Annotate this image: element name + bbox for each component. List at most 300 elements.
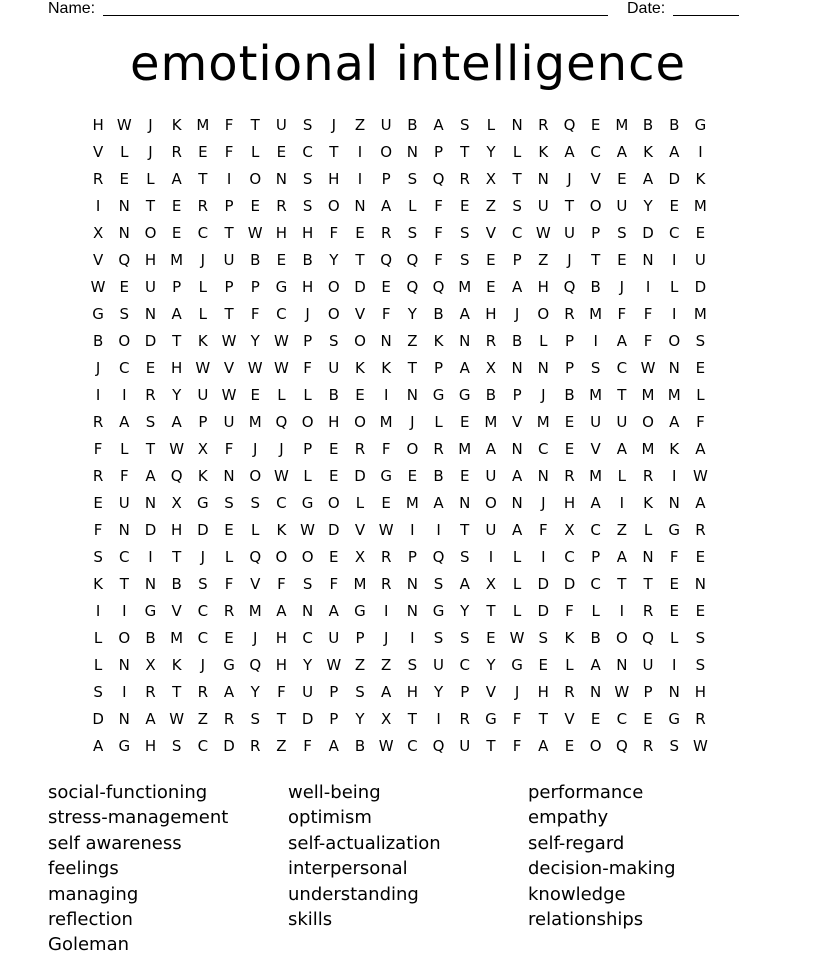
- grid-cell: U: [380, 116, 392, 134]
- grid-cell: J: [253, 440, 258, 458]
- grid-cell: N: [118, 656, 130, 674]
- grid-cell: U: [616, 197, 628, 215]
- grid-cell: J: [541, 386, 546, 404]
- grid-cell: F: [224, 575, 234, 593]
- grid-cell: I: [95, 602, 101, 620]
- grid-cell: A: [616, 143, 627, 161]
- grid-cell: D: [668, 170, 680, 188]
- grid-cell: J: [148, 116, 153, 134]
- grid-cell: A: [381, 197, 392, 215]
- grid-cell: O: [642, 413, 654, 431]
- grid-cell: W: [169, 710, 185, 728]
- grid-cell: M: [589, 467, 603, 485]
- grid-cell: R: [171, 143, 182, 161]
- grid-cell: U: [328, 629, 340, 647]
- grid-cell: T: [145, 440, 156, 458]
- grid-cell: O: [380, 143, 393, 161]
- grid-cell: U: [563, 224, 575, 242]
- grid-cell: K: [381, 359, 392, 377]
- grid-cell: J: [567, 251, 572, 269]
- grid-cell: L: [224, 548, 234, 566]
- grid-cell: R: [92, 170, 104, 188]
- word-list-item: stress-management: [48, 807, 229, 829]
- grid-cell: E: [145, 359, 156, 377]
- letter-grid: [85, 112, 737, 760]
- grid-cell: U: [223, 413, 235, 431]
- grid-cell: E: [538, 656, 549, 674]
- grid-cell: E: [564, 737, 575, 755]
- grid-row: [85, 733, 737, 760]
- grid-cell: I: [410, 629, 415, 647]
- grid-cell: M: [196, 116, 210, 134]
- grid-cell: T: [591, 251, 601, 269]
- date-field[interactable]: [673, 15, 739, 16]
- name-field[interactable]: [103, 15, 608, 16]
- grid-cell: Y: [460, 602, 470, 620]
- word-list-item: skills: [288, 909, 333, 930]
- grid-cell: T: [172, 683, 182, 701]
- grid-cell: F: [277, 575, 286, 593]
- grid-cell: Q: [432, 737, 445, 755]
- page-title: emotional intelligence: [129, 36, 687, 92]
- grid-cell: I: [122, 386, 127, 404]
- grid-cell: P: [303, 440, 313, 458]
- grid-row: [85, 193, 737, 220]
- grid-cell: E: [643, 710, 653, 728]
- grid-cell: A: [145, 710, 156, 728]
- grid-row: [85, 139, 737, 166]
- grid-cell: L: [512, 575, 522, 593]
- grid-cell: L: [277, 386, 286, 404]
- grid-cell: O: [301, 413, 314, 431]
- date-label: Date:: [627, 0, 666, 17]
- grid-cell: Z: [538, 251, 549, 269]
- grid-cell: T: [224, 224, 234, 242]
- grid-cell: N: [511, 116, 523, 134]
- grid-cell: T: [617, 386, 627, 404]
- grid-cell: N: [406, 143, 418, 161]
- grid-cell: H: [563, 494, 576, 512]
- grid-cell: W: [90, 278, 106, 296]
- grid-cell: A: [590, 656, 601, 674]
- grid-cell: B: [302, 251, 313, 269]
- grid-cell: H: [328, 170, 340, 188]
- grid-cell: L: [512, 602, 522, 620]
- grid-cell: U: [275, 116, 287, 134]
- grid-cell: U: [223, 251, 235, 269]
- grid-cell: N: [668, 359, 680, 377]
- grid-cell: E: [695, 359, 706, 377]
- grid-cell: R: [250, 737, 261, 755]
- grid-cell: B: [642, 116, 654, 134]
- grid-cell: H: [537, 683, 549, 701]
- grid-cell: F: [277, 683, 286, 701]
- word-list-item: social-functioning: [48, 782, 208, 803]
- grid-cell: E: [329, 440, 339, 458]
- grid-cell: E: [355, 386, 365, 404]
- grid-cell: I: [122, 683, 127, 701]
- grid-cell: G: [301, 494, 314, 512]
- grid-cell: E: [250, 386, 260, 404]
- grid-cell: D: [354, 278, 366, 296]
- grid-cell: E: [93, 494, 103, 512]
- grid-cell: E: [224, 521, 234, 539]
- grid-cell: N: [118, 224, 130, 242]
- grid-cell: H: [406, 683, 418, 701]
- grid-cell: S: [695, 656, 706, 674]
- grid-cell: F: [617, 305, 627, 323]
- grid-cell: F: [434, 224, 443, 242]
- grid-cell: A: [511, 521, 523, 539]
- grid-cell: G: [458, 386, 471, 404]
- grid-cell: F: [329, 575, 339, 593]
- grid-cell: Z: [276, 737, 287, 755]
- grid-cell: H: [275, 656, 288, 674]
- grid-cell: S: [302, 116, 313, 134]
- grid-cell: N: [537, 170, 549, 188]
- grid-cell: B: [433, 305, 444, 323]
- grid-cell: V: [223, 359, 235, 377]
- grid-cell: Y: [172, 386, 182, 404]
- grid-cell: R: [642, 467, 654, 485]
- grid-cell: I: [593, 332, 598, 350]
- grid-cell: R: [145, 386, 156, 404]
- grid-cell: G: [118, 737, 131, 755]
- grid-cell: T: [250, 116, 260, 134]
- grid-cell: J: [541, 494, 546, 512]
- grid-cell: I: [645, 278, 651, 296]
- grid-cell: O: [537, 305, 550, 323]
- grid-cell: M: [589, 386, 603, 404]
- grid-cell: N: [511, 359, 523, 377]
- grid-cell: O: [327, 197, 340, 215]
- grid-cell: F: [434, 197, 443, 215]
- grid-cell: F: [643, 305, 653, 323]
- grid-cell: E: [459, 413, 470, 431]
- grid-cell: O: [354, 332, 366, 350]
- grid-cell: S: [590, 359, 601, 377]
- grid-cell: E: [250, 197, 260, 215]
- grid-cell: C: [197, 737, 209, 755]
- grid-cell: N: [380, 332, 392, 350]
- grid-cell: O: [301, 548, 314, 566]
- grid-cell: R: [145, 683, 156, 701]
- grid-cell: S: [198, 575, 208, 593]
- grid-cell: C: [119, 359, 130, 377]
- grid-cell: L: [512, 143, 522, 161]
- word-list-item: managing: [48, 883, 139, 905]
- grid-cell: R: [380, 575, 392, 593]
- grid-cell: A: [119, 413, 130, 431]
- grid-cell: L: [670, 278, 679, 296]
- grid-cell: S: [250, 494, 260, 512]
- grid-cell: R: [459, 710, 470, 728]
- grid-cell: N: [694, 575, 707, 593]
- grid-cell: N: [642, 548, 654, 566]
- grid-cell: B: [92, 332, 104, 350]
- grid-cell: N: [118, 710, 130, 728]
- grid-cell: S: [433, 575, 444, 593]
- grid-cell: U: [590, 413, 602, 431]
- grid-cell: C: [197, 224, 209, 242]
- grid-cell: M: [589, 305, 603, 323]
- grid-cell: N: [616, 656, 628, 674]
- grid-cell: W: [195, 359, 211, 377]
- grid-cell: O: [327, 278, 340, 296]
- grid-cell: B: [354, 737, 366, 755]
- grid-cell: S: [617, 224, 627, 242]
- grid-cell: B: [511, 332, 523, 350]
- grid-cell: V: [485, 224, 497, 242]
- grid-cell: T: [512, 170, 522, 188]
- grid-cell: P: [381, 170, 391, 188]
- grid-cell: W: [326, 656, 342, 674]
- grid-cell: C: [616, 710, 628, 728]
- grid-cell: L: [198, 278, 208, 296]
- grid-cell: N: [406, 386, 418, 404]
- grid-cell: M: [405, 494, 419, 512]
- grid-cell: K: [93, 575, 104, 593]
- grid-cell: F: [565, 602, 574, 620]
- grid-cell: I: [122, 602, 127, 620]
- grid-cell: T: [564, 197, 575, 215]
- grid-cell: J: [514, 305, 520, 323]
- grid-row: [85, 679, 737, 706]
- grid-cell: E: [329, 548, 339, 566]
- grid-cell: G: [485, 710, 497, 728]
- grid-cell: Y: [486, 143, 496, 161]
- grid-cell: E: [617, 251, 627, 269]
- grid-cell: E: [381, 278, 391, 296]
- grid-cell: N: [459, 494, 471, 512]
- grid-cell: Q: [563, 278, 576, 296]
- grid-cell: O: [249, 170, 262, 188]
- grid-cell: U: [433, 656, 445, 674]
- grid-cell: C: [276, 305, 287, 323]
- grid-cell: O: [144, 224, 157, 242]
- grid-cell: I: [619, 602, 625, 620]
- grid-cell: P: [512, 251, 522, 269]
- grid-cell: I: [541, 548, 546, 566]
- grid-cell: N: [144, 575, 157, 593]
- grid-cell: O: [615, 629, 628, 647]
- grid-cell: B: [669, 116, 680, 134]
- grid-cell: E: [617, 170, 627, 188]
- grid-cell: G: [668, 521, 681, 539]
- grid-cell: W: [378, 737, 394, 755]
- word-list-item: understanding: [288, 883, 419, 905]
- grid-cell: W: [692, 467, 708, 485]
- grid-cell: Y: [355, 710, 365, 728]
- grid-cell: M: [536, 413, 550, 431]
- grid-cell: T: [486, 737, 496, 755]
- grid-cell: W: [247, 359, 263, 377]
- grid-row: [85, 274, 737, 301]
- grid-cell: R: [92, 467, 104, 485]
- grid-cell: Z: [485, 197, 497, 215]
- grid-cell: F: [303, 737, 312, 755]
- grid-cell: Z: [616, 521, 627, 539]
- grid-cell: H: [171, 521, 183, 539]
- grid-cell: O: [118, 332, 131, 350]
- grid-cell: K: [171, 656, 182, 674]
- grid-cell: V: [92, 143, 104, 161]
- grid-cell: L: [303, 386, 312, 404]
- grid-row: [85, 328, 737, 355]
- grid-cell: E: [171, 224, 182, 242]
- grid-cell: Q: [406, 251, 419, 269]
- grid-cell: T: [172, 332, 182, 350]
- grid-cell: Q: [432, 278, 445, 296]
- grid-cell: G: [92, 305, 104, 323]
- grid-cell: S: [538, 629, 549, 647]
- grid-cell: V: [485, 683, 497, 701]
- word-list-item: Goleman: [48, 934, 130, 956]
- grid-cell: U: [694, 251, 706, 269]
- grid-cell: S: [433, 629, 444, 647]
- grid-cell: L: [670, 629, 679, 647]
- grid-cell: N: [668, 494, 680, 512]
- grid-cell: M: [641, 440, 655, 458]
- grid-cell: M: [484, 413, 498, 431]
- grid-cell: M: [693, 305, 707, 323]
- grid-cell: A: [669, 143, 680, 161]
- grid-cell: S: [695, 629, 706, 647]
- grid-cell: H: [275, 629, 288, 647]
- grid-cell: I: [698, 143, 703, 161]
- grid-cell: I: [383, 386, 389, 404]
- grid-cell: V: [354, 305, 366, 323]
- grid-cell: M: [693, 197, 707, 215]
- grid-cell: K: [276, 521, 287, 539]
- grid-cell: P: [329, 683, 339, 701]
- grid-cell: C: [616, 359, 628, 377]
- grid-cell: P: [564, 359, 574, 377]
- grid-cell: L: [198, 305, 208, 323]
- grid-cell: I: [95, 197, 101, 215]
- grid-cell: R: [276, 197, 287, 215]
- grid-row: [85, 220, 737, 247]
- grid-cell: P: [643, 683, 653, 701]
- grid-cell: K: [538, 143, 549, 161]
- grid-cell: Q: [275, 413, 288, 431]
- grid-cell: T: [355, 251, 365, 269]
- grid-cell: X: [485, 359, 497, 377]
- grid-cell: N: [118, 521, 130, 539]
- grid-cell: N: [642, 251, 654, 269]
- grid-row: [85, 571, 737, 598]
- grid-cell: F: [250, 305, 260, 323]
- grid-cell: X: [92, 224, 104, 242]
- grid-cell: S: [171, 737, 182, 755]
- grid-cell: Q: [380, 251, 393, 269]
- grid-cell: L: [512, 548, 522, 566]
- grid-cell: R: [380, 548, 392, 566]
- grid-cell: L: [565, 656, 574, 674]
- word-list-item: decision-making: [528, 858, 676, 880]
- grid-cell: F: [224, 143, 234, 161]
- grid-cell: T: [643, 575, 653, 593]
- grid-cell: X: [485, 170, 497, 188]
- grid-cell: P: [172, 278, 182, 296]
- grid-cell: N: [144, 494, 157, 512]
- grid-cell: N: [537, 359, 549, 377]
- grid-cell: A: [642, 170, 654, 188]
- grid-cell: A: [171, 305, 182, 323]
- grid-cell: I: [357, 170, 363, 188]
- grid-cell: F: [329, 224, 339, 242]
- grid-cell: B: [564, 386, 575, 404]
- grid-cell: S: [329, 332, 339, 350]
- grid-row: [85, 652, 737, 679]
- grid-cell: U: [197, 386, 209, 404]
- grid-cell: R: [695, 521, 706, 539]
- grid-cell: A: [616, 332, 627, 350]
- grid-cell: H: [301, 278, 314, 296]
- grid-cell: N: [406, 602, 418, 620]
- grid-cell: P: [250, 278, 260, 296]
- grid-cell: A: [616, 548, 627, 566]
- grid-cell: F: [303, 359, 312, 377]
- grid-cell: R: [223, 710, 235, 728]
- grid-cell: Y: [329, 251, 339, 269]
- grid-cell: Q: [432, 170, 445, 188]
- grid-cell: E: [459, 467, 470, 485]
- grid-row: [85, 463, 737, 490]
- grid-cell: A: [616, 440, 627, 458]
- grid-cell: C: [590, 143, 601, 161]
- grid-cell: A: [669, 413, 680, 431]
- grid-cell: M: [615, 116, 629, 134]
- grid-cell: K: [197, 467, 208, 485]
- grid-cell: A: [381, 683, 392, 701]
- word-list-item: well-being: [288, 782, 381, 803]
- grid-cell: E: [695, 548, 706, 566]
- grid-cell: R: [695, 710, 706, 728]
- grid-cell: R: [197, 683, 209, 701]
- grid-cell: K: [564, 629, 575, 647]
- grid-cell: E: [669, 197, 679, 215]
- grid-cell: T: [172, 548, 182, 566]
- grid-cell: N: [354, 197, 366, 215]
- grid-cell: E: [119, 170, 130, 188]
- grid-cell: C: [459, 656, 470, 674]
- grid-cell: Q: [406, 278, 419, 296]
- grid-cell: O: [118, 629, 131, 647]
- grid-cell: W: [221, 332, 237, 350]
- grid-cell: K: [643, 494, 653, 512]
- grid-cell: M: [641, 386, 655, 404]
- grid-cell: P: [460, 683, 470, 701]
- grid-cell: J: [200, 656, 206, 674]
- grid-cell: C: [407, 737, 418, 755]
- grid-cell: S: [250, 710, 260, 728]
- grid-cell: L: [539, 332, 548, 350]
- grid-cell: Z: [381, 656, 392, 674]
- grid-cell: L: [251, 143, 260, 161]
- grid-cell: P: [434, 359, 444, 377]
- grid-cell: W: [116, 116, 132, 134]
- grid-cell: L: [93, 629, 103, 647]
- grid-cell: B: [145, 629, 156, 647]
- grid-cell: N: [590, 683, 602, 701]
- grid-cell: E: [276, 251, 287, 269]
- grid-cell: D: [92, 710, 104, 728]
- grid-cell: P: [512, 386, 522, 404]
- grid-cell: Y: [486, 656, 496, 674]
- grid-cell: E: [171, 197, 182, 215]
- grid-cell: X: [171, 494, 182, 512]
